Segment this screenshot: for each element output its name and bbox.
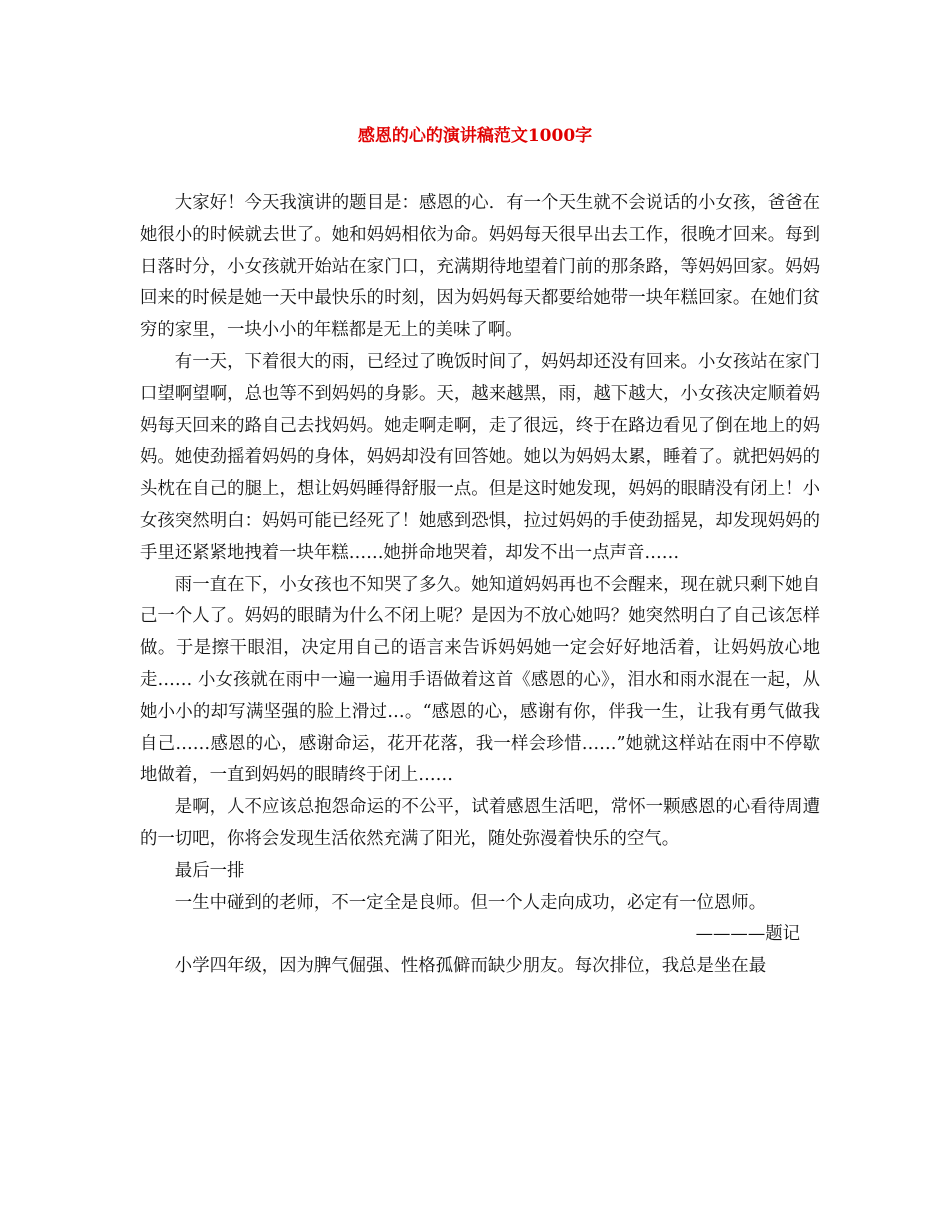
section-heading: 最后一排 [174, 860, 245, 881]
paragraph-intro: 大家好！今天我演讲的题目是：感恩的心．有一个天生就不会说话的小女孩，爸爸在她很小的时候就去世了。她和妈妈相依为命。妈妈每天很早出去工作，很晚才回来。每到日落时分，小女孩就开始站在家门口，充满期待地望着门前的那条路，等妈妈回家。妈妈回来的时候是她一天中最快乐的时刻，因为妈妈每天都要给她带一块年糕回家。在她们贫穷的家里，一块小小的年糕都是无上的美味了啊。 [140, 193, 820, 341]
document-body [140, 188, 820, 983]
paragraph-sign-language: 雨一直在下，小女孩也不知哭了多久。她知道妈妈再也不会醒来，现在就只剩下她自己一个人了。妈妈的眼睛为什么不闭上呢？是因为不放心她吗？她突然明白了自己该怎样做。于是擦干眼泪，决定用自己的语言来告诉妈妈她一定会好好地活着，让妈妈放心地走…… 小女孩就在雨中一遍一遍用手语做着这首《感恩的心》，泪水和雨水混在一起，从她小小的却写满坚强的脸上滑过…。“感恩的心，感谢有你，伴我一生，让我有勇气做我自己……感恩的心，感谢命运，花开花落，我一样会珍惜……”她就这样站在雨中不停歇地做着，一直到妈妈的眼睛终于闭上…… [140, 574, 820, 786]
epigraph: 一生中碰到的老师，不一定全是良师。但一个人走向成功，必定有一位恩师。 [174, 892, 767, 913]
document-title: 感恩的心的演讲稿范文1000字 [357, 126, 593, 146]
paragraph-rainy-day: 有一天，下着很大的雨，已经过了晚饭时间了，妈妈却还没有回来。小女孩站在家门口望啊望啊，总也等不到妈妈的身影。天，越来越黑，雨，越下越大，小女孩决定顺着妈妈每天回来的路自己去找妈妈。她走啊走啊，走了很远，终于在路边看见了倒在地上的妈妈。她使劲摇着妈妈的身体，妈妈却没有回答她。她以为妈妈太累，睡着了。就把妈妈的头枕在自己的腿上，想让妈妈睡得舒服一点。但是这时她发现，妈妈的眼睛没有闭上！小女孩突然明白：妈妈可能已经死了！她感到恐惧，拉过妈妈的手使劲摇晃，却发现妈妈的手里还紧紧地拽着一块年糕……她拼命地哭着，却发不出一点声音…… [140, 351, 820, 563]
paragraph-conclusion: 是啊，人不应该总抱怨命运的不公平，试着感恩生活吧，常怀一颗感恩的心看待周遭的一切吧，你将会发现生活依然充满了阳光，随处弥漫着快乐的空气。 [140, 797, 820, 849]
epigraph-attribution: ————题记 [695, 924, 800, 945]
paragraph-fourth-grade: 小学四年级，因为脾气倔强、性格孤僻而缺少朋友。每次排位，我总是坐在最 [174, 956, 767, 977]
